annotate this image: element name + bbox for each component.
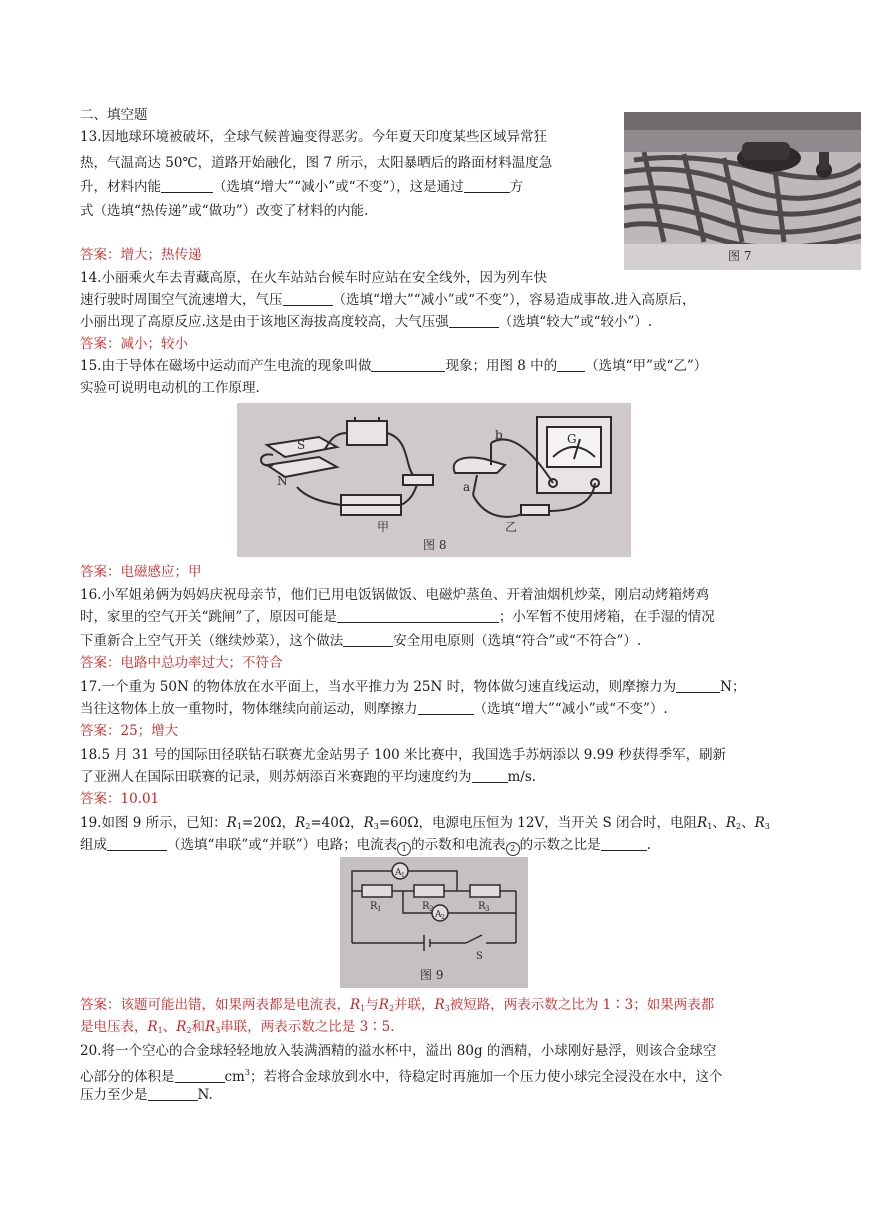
q15-answer: 答案：电磁感应；甲 bbox=[80, 564, 202, 580]
q20-line3 bbox=[80, 1084, 213, 1106]
q20-l2a: 心部分的体积是 bbox=[80, 1069, 175, 1085]
q19-ans-a3: 并联， bbox=[394, 997, 435, 1013]
r1-sub: 1 bbox=[157, 1026, 163, 1035]
fig9-a1-sub: 1 bbox=[401, 872, 405, 879]
q14-line1: 14.小丽乘火车去青藏高原，在火车站站台候车时应站在安全线外，因为列车快 bbox=[80, 270, 547, 286]
q20-l3a: 压力至少是 bbox=[80, 1087, 148, 1103]
r1-sub: 1 bbox=[360, 1004, 366, 1013]
road-photo-image bbox=[624, 112, 861, 270]
fig8-label-a: a bbox=[463, 480, 471, 494]
q15-line2: 实验可说明电动机的工作原理. bbox=[80, 380, 260, 396]
q14-line3 bbox=[80, 311, 652, 333]
q13-line1: 13.因地球环境被破坏，全球气候普遍变得恶劣。今年夏天印度某些区域异常狂 bbox=[80, 129, 547, 145]
section-title: 二、填空题 bbox=[80, 107, 148, 123]
q18-line2 bbox=[80, 766, 536, 788]
q18-answer: 答案：10.01 bbox=[80, 791, 160, 807]
answer-blank[interactable] bbox=[472, 768, 508, 783]
q15-line1 bbox=[80, 355, 707, 377]
q14-l3b: （选填“较大”或“较小”）. bbox=[498, 314, 653, 330]
answer-blank[interactable] bbox=[418, 700, 474, 715]
fig8-label-jia: 甲 bbox=[377, 520, 390, 534]
q20-line1: 20.将一个空心的合金球轻轻地放入装满酒精的溢水杯中，溢出 80g 的酒精，小球刚好悬浮，则该合金球空 bbox=[80, 1043, 717, 1059]
q16-line2 bbox=[80, 606, 715, 628]
r3-sub: 3 bbox=[215, 1026, 221, 1035]
q20-l2b: cm bbox=[224, 1069, 245, 1085]
q14-line2 bbox=[80, 289, 695, 311]
fig9-photo bbox=[340, 857, 528, 988]
r1-symbol: R bbox=[697, 815, 708, 831]
q18-l2b: m/s. bbox=[507, 769, 537, 785]
answer-blank[interactable] bbox=[161, 178, 213, 193]
q13-line2: 热，气温高达 50℃，道路开始融化，图 7 所示，太阳暴晒后的路面材料温度急 bbox=[80, 155, 553, 171]
q16-line3 bbox=[80, 630, 641, 652]
q19-l2c: 的示数和电流表 bbox=[411, 837, 506, 853]
answer-blank[interactable] bbox=[449, 313, 499, 328]
q13-answer: 答案：增大；热传递 bbox=[80, 247, 202, 263]
circuit-diagram bbox=[340, 857, 528, 988]
fig9-a2-sub: 2 bbox=[441, 914, 445, 921]
answer-blank[interactable] bbox=[148, 1086, 198, 1101]
fig8-label-yi: 乙 bbox=[505, 520, 518, 534]
fig9-r2: R bbox=[422, 901, 430, 912]
q19-answer-line2 bbox=[80, 1016, 395, 1042]
q19-l2e: . bbox=[646, 837, 651, 853]
motor-generator-diagram bbox=[237, 403, 631, 557]
r3-sub: 3 bbox=[373, 822, 379, 831]
q16-line1: 16.小军姐弟俩为妈妈庆祝母亲节，他们已用电饭锅做饭、电磁炉蒸鱼、开着油烟机炒菜，刚启动烤箱烤鸡 bbox=[80, 587, 709, 603]
q17-l1a: 17.一个重为 50N 的物体放在水平面上，当水平推力为 25N 时，物体做匀速直线运动，则摩擦力为 bbox=[80, 679, 677, 695]
fig9-s: S bbox=[476, 951, 483, 962]
r1-sub: 1 bbox=[236, 822, 242, 831]
q19-l2d: 的示数之比是 bbox=[519, 837, 601, 853]
answer-blank[interactable] bbox=[676, 678, 720, 693]
r1-value: =20Ω， bbox=[241, 815, 296, 831]
fig8-label-g: G bbox=[567, 432, 577, 446]
q20-l2c: ；若将合金球放到水中，待稳定时再施加一个压力使小球完全浸没在水中，这个 bbox=[249, 1069, 723, 1085]
q20-l2sup: 3 bbox=[244, 1068, 250, 1077]
separator: 、 bbox=[712, 815, 726, 831]
r2-sub: 2 bbox=[305, 822, 311, 831]
q19-line2 bbox=[80, 834, 651, 856]
q17-line2 bbox=[80, 698, 668, 720]
fig7-photo bbox=[624, 112, 861, 270]
q14-l2a: 速行驶时周围空气流速增大，气压 bbox=[80, 292, 283, 308]
ammeter-2-icon: 2 bbox=[506, 842, 520, 856]
answer-blank[interactable] bbox=[557, 357, 585, 372]
fig8-label-b: b bbox=[495, 428, 503, 442]
r2-sub: 2 bbox=[186, 1026, 192, 1035]
q13-l3b: （选填“增大”“减小”或“不变”），这是通过 bbox=[213, 179, 464, 195]
fig9-a1: A bbox=[395, 868, 402, 878]
q19-ans-a2: 与 bbox=[365, 997, 379, 1013]
answer-blank[interactable] bbox=[343, 632, 393, 647]
fig9-caption: 图 9 bbox=[420, 968, 444, 982]
ammeter-1-icon: 1 bbox=[397, 842, 411, 856]
r2-symbol: R bbox=[725, 815, 736, 831]
q18-l2a: 了亚洲人在国际田联赛的记录，则苏炳添百米赛跑的平均速度约为 bbox=[80, 769, 472, 785]
fig8-photo bbox=[237, 403, 631, 557]
answer-blank[interactable] bbox=[337, 608, 499, 623]
fig8-label-s: S bbox=[297, 438, 306, 452]
r1-symbol: R bbox=[226, 815, 237, 831]
q15-l1a: 15.由于导体在磁场中运动而产生电流的现象叫做 bbox=[80, 358, 372, 374]
r2-symbol: R bbox=[176, 1019, 187, 1035]
r3-sub: 3 bbox=[444, 1004, 450, 1013]
q14-l2b: （选填“增大”“减小”或“不变”），容易造成事故.进入高原后， bbox=[332, 292, 696, 308]
q18-line1: 18.5 月 31 号的国际田径联钻石联赛尤金站男子 100 米比赛中，我国选手苏炳添以 9.99 秒获得季军，刷新 bbox=[80, 747, 727, 763]
q16-l3b: 安全用电原则（选填“符合”或“不符合”）. bbox=[393, 633, 642, 649]
r3-symbol: R bbox=[434, 997, 445, 1013]
separator: 、 bbox=[741, 815, 755, 831]
q19-ans-a1: 答案：该题可能出错，如果两表都是电流表， bbox=[80, 997, 350, 1013]
r2-sub: 2 bbox=[388, 1004, 395, 1013]
r2-symbol: R bbox=[295, 815, 306, 831]
fig9-a2: A bbox=[435, 910, 442, 920]
answer-blank[interactable] bbox=[283, 291, 333, 306]
q19-ans-b1: 是电压表， bbox=[80, 1019, 148, 1035]
fig9-r1-sub: 1 bbox=[377, 905, 382, 913]
fig9-r3-sub: 3 bbox=[485, 905, 490, 913]
r3-sub: 3 bbox=[764, 822, 770, 831]
q14-answer: 答案：减小；较小 bbox=[80, 336, 188, 352]
q17-l1b: N； bbox=[720, 679, 746, 695]
q17-l2a: 当往这物体上放一重物时，物体继续向前运动，则摩擦力 bbox=[80, 701, 418, 717]
q13-line4: 式（选填“热传递”或“做功”）改变了材料的内能. bbox=[80, 203, 369, 219]
q14-l3a: 小丽出现了高原反应.这是由于该地区海拔高度较高，大气压强 bbox=[80, 314, 449, 330]
r1-sub: 1 bbox=[707, 822, 713, 831]
r2-sub: 2 bbox=[736, 822, 742, 831]
answer-blank[interactable] bbox=[175, 1068, 225, 1083]
q13-l3c: 方 bbox=[509, 179, 524, 195]
q16-l2b: ；小军暂不使用烤箱，在手湿的情况 bbox=[498, 609, 715, 625]
r2-value: =40Ω， bbox=[310, 815, 364, 831]
q15-l1b: 现象；用图 8 中的 bbox=[445, 358, 558, 374]
q17-l2b: （选填“增大”“减小”或“不变”）. bbox=[473, 701, 668, 717]
q19-prefix: 19.如图 9 所示，已知： bbox=[80, 815, 227, 831]
answer-blank[interactable] bbox=[464, 178, 510, 193]
q16-l2a: 时，家里的空气开关“跳闸”了，原因可能是 bbox=[80, 609, 337, 625]
q13-line3 bbox=[80, 176, 523, 198]
answer-blank[interactable] bbox=[601, 836, 647, 851]
r1-symbol: R bbox=[350, 997, 361, 1013]
q16-answer: 答案：电路中总功率过大；不符合 bbox=[80, 655, 283, 671]
fig9-r1: R bbox=[370, 901, 378, 912]
q17-line1 bbox=[80, 676, 745, 698]
q16-l3a: 下重新合上空气开关（继续炒菜），这个做法 bbox=[80, 633, 344, 649]
q15-l1c: （选填“甲”或“乙”） bbox=[585, 358, 708, 374]
r2-symbol: R bbox=[378, 997, 389, 1013]
q13-l3a: 升，材料内能 bbox=[80, 179, 161, 195]
fig8-label-n: N bbox=[277, 474, 288, 488]
q19-ans-b3: 和 bbox=[191, 1019, 206, 1035]
q19-ans-a4: 被短路，两表示数之比为 1∶3；如果两表都 bbox=[449, 997, 715, 1013]
r3-symbol: R bbox=[205, 1019, 216, 1035]
q19-ans-b4: 串联，两表示数之比是 3∶5. bbox=[220, 1019, 395, 1035]
answer-blank[interactable] bbox=[107, 836, 167, 851]
fig9-r2-sub: 2 bbox=[429, 905, 434, 913]
fig7-caption: 图 7 bbox=[728, 249, 752, 263]
q17-answer: 答案：25；增大 bbox=[80, 723, 179, 739]
answer-blank[interactable] bbox=[371, 357, 445, 372]
r1-symbol: R bbox=[147, 1019, 158, 1035]
fig8-caption: 图 8 bbox=[423, 538, 447, 552]
r3-symbol: R bbox=[363, 815, 374, 831]
r3-value: =60Ω，电源电压恒为 12V，当开关 S 闭合时，电阻 bbox=[378, 815, 698, 831]
q19-l2b: （选填“串联”或“并联”）电路；电流表 bbox=[167, 837, 398, 853]
q19-ans-b2: 、 bbox=[162, 1019, 177, 1035]
r3-symbol: R bbox=[754, 815, 765, 831]
q20-l3b: N. bbox=[197, 1087, 213, 1103]
fig9-r3: R bbox=[478, 901, 486, 912]
q19-l2a: 组成 bbox=[80, 837, 107, 853]
